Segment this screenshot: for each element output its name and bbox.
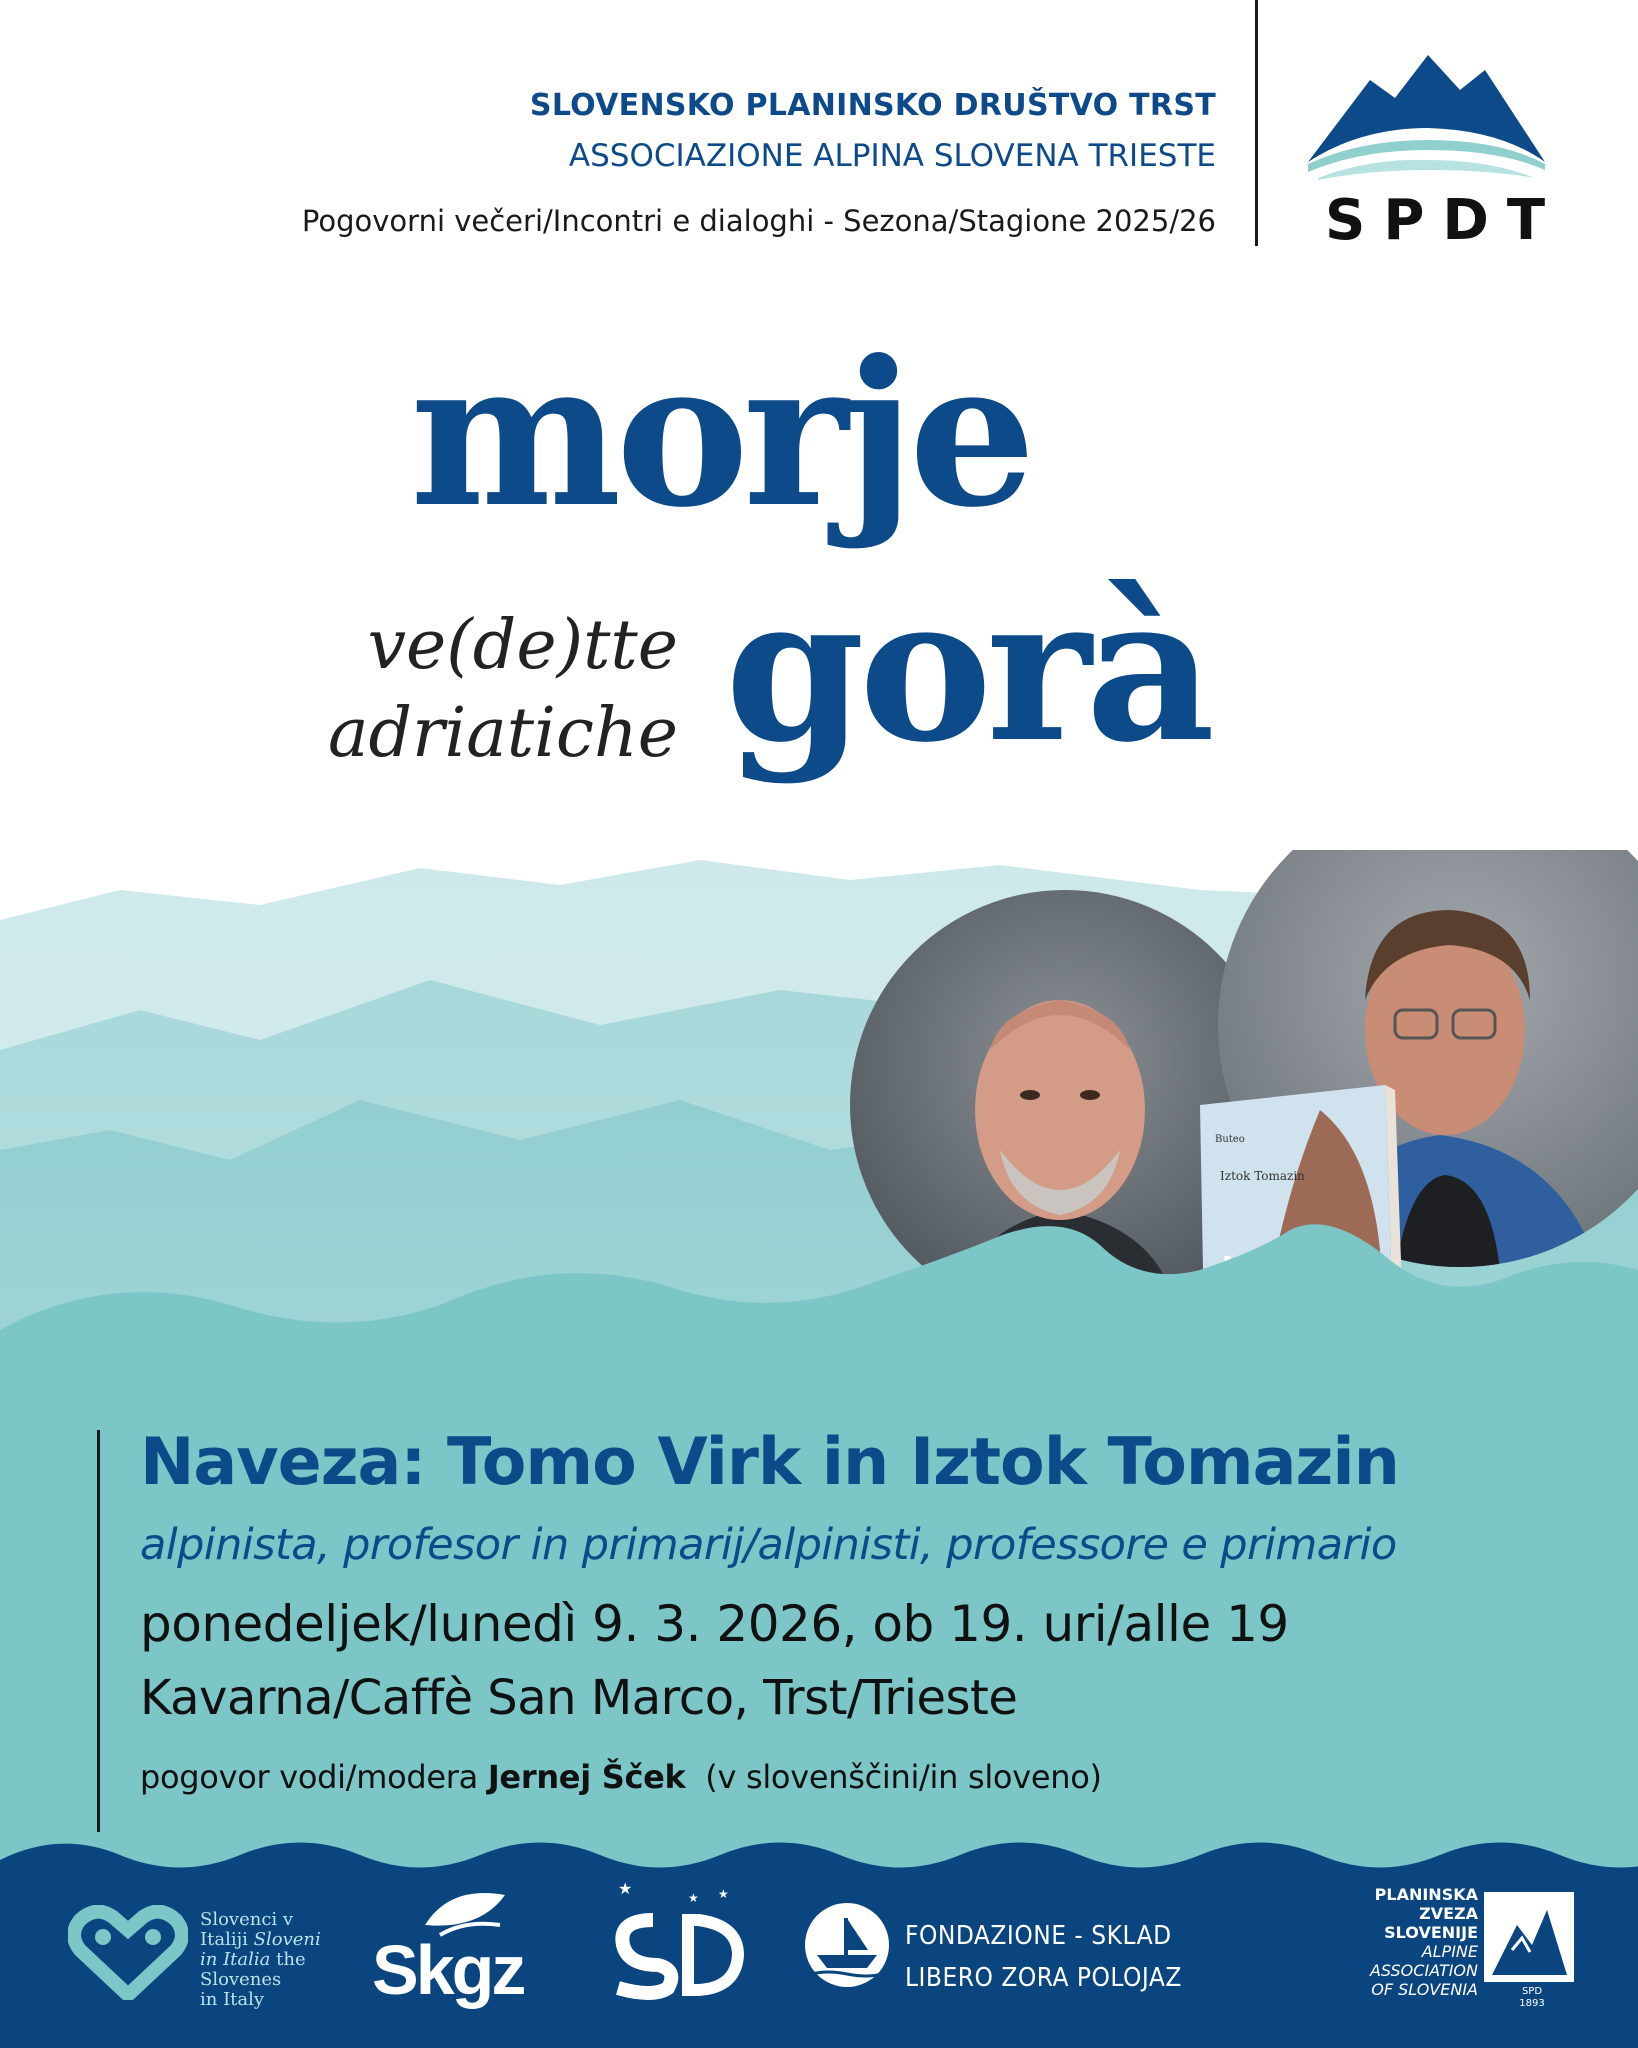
moderator-language: (v slovenščini/in sloveno) bbox=[705, 1758, 1102, 1796]
sd-stars-logo-icon bbox=[598, 1880, 748, 2000]
slovenci-v-italiji-text bbox=[200, 1910, 321, 2010]
fondazione-line-2: LIBERO ZORA POLOJAZ bbox=[905, 1963, 1182, 1993]
event-date: ponedeljek/lunedì 9. 3. 2026, ob 19. uri/alle 19 bbox=[140, 1595, 1289, 1653]
event-moderator bbox=[140, 1758, 1102, 1796]
slovenci-line-3: in Italia the bbox=[200, 1949, 306, 1970]
slovenci-line-4: Slovenes bbox=[200, 1969, 282, 1990]
slovenci-line-2: Italiji Sloveni bbox=[200, 1929, 321, 1950]
slovenci-heart-logo-icon bbox=[68, 1905, 188, 2000]
spdt-logo-text: SPDT bbox=[1325, 188, 1564, 253]
svg-text:★: ★ bbox=[618, 1880, 633, 1898]
pzs-line-4: ALPINE bbox=[1421, 1942, 1478, 1961]
organization-name-slovene: SLOVENSKO PLANINSKO DRUŠTVO TRST bbox=[529, 88, 1216, 123]
skgz-logo-text: Skgz bbox=[372, 1931, 524, 2009]
pzs-year: 1893 bbox=[1519, 1998, 1545, 2009]
event-speakers-roles: alpinista, profesor in primarij/alpinisti, professore e primario bbox=[140, 1520, 1397, 1570]
pzs-text bbox=[1370, 1885, 1478, 1999]
book-author: Iztok Tomazin bbox=[1220, 1169, 1305, 1183]
subtitle-vedette: ve(de)tte bbox=[367, 606, 678, 685]
moderator-prefix: pogovor vodi/modera bbox=[140, 1758, 478, 1796]
spdt-mountain-logo-icon bbox=[1300, 50, 1550, 180]
svg-text:★: ★ bbox=[688, 1891, 699, 1905]
fondazione-ship-logo-icon bbox=[802, 1900, 892, 1990]
pzs-mountain-logo-icon bbox=[1482, 1890, 1577, 2010]
pzs-line-6: OF SLOVENIA bbox=[1371, 1980, 1478, 1999]
organization-name-italian: ASSOCIAZIONE ALPINA SLOVENA TRIESTE bbox=[568, 138, 1216, 174]
subtitle-adriatiche: adriatiche bbox=[327, 694, 678, 773]
fondazione-line-1: FONDAZIONE - SKLAD bbox=[905, 1921, 1172, 1951]
title-gora: gorà bbox=[725, 552, 1210, 787]
event-place: Kavarna/Caffè San Marco, Trst/Trieste bbox=[140, 1670, 1018, 1726]
pzs-line-5: ASSOCIATION bbox=[1369, 1961, 1478, 1980]
event-accent-bar bbox=[97, 1430, 100, 1832]
book-publisher: Buteo bbox=[1215, 1134, 1245, 1145]
slovenci-line-5: in Italy bbox=[200, 1989, 265, 2010]
title-morje: morje bbox=[410, 317, 1030, 552]
fondazione-text bbox=[905, 1915, 1182, 1999]
svg-text:★: ★ bbox=[718, 1887, 729, 1901]
pzs-spd: SPD bbox=[1521, 1986, 1543, 1997]
event-title: Naveza: Tomo Virk in Iztok Tomazin bbox=[140, 1425, 1399, 1500]
season-line: Pogovorni večeri/Incontri e dialoghi - Sezona/Stagione 2025/26 bbox=[301, 204, 1216, 238]
slovenci-line-1: Slovenci v bbox=[200, 1909, 294, 1930]
pzs-line-3: SLOVENIJE bbox=[1384, 1923, 1478, 1942]
pzs-line-1: PLANINSKA bbox=[1374, 1885, 1478, 1904]
header-divider bbox=[1255, 0, 1258, 246]
moderator-name: Jernej Šček bbox=[487, 1758, 686, 1796]
pzs-line-2: ZVEZA bbox=[1419, 1904, 1478, 1923]
